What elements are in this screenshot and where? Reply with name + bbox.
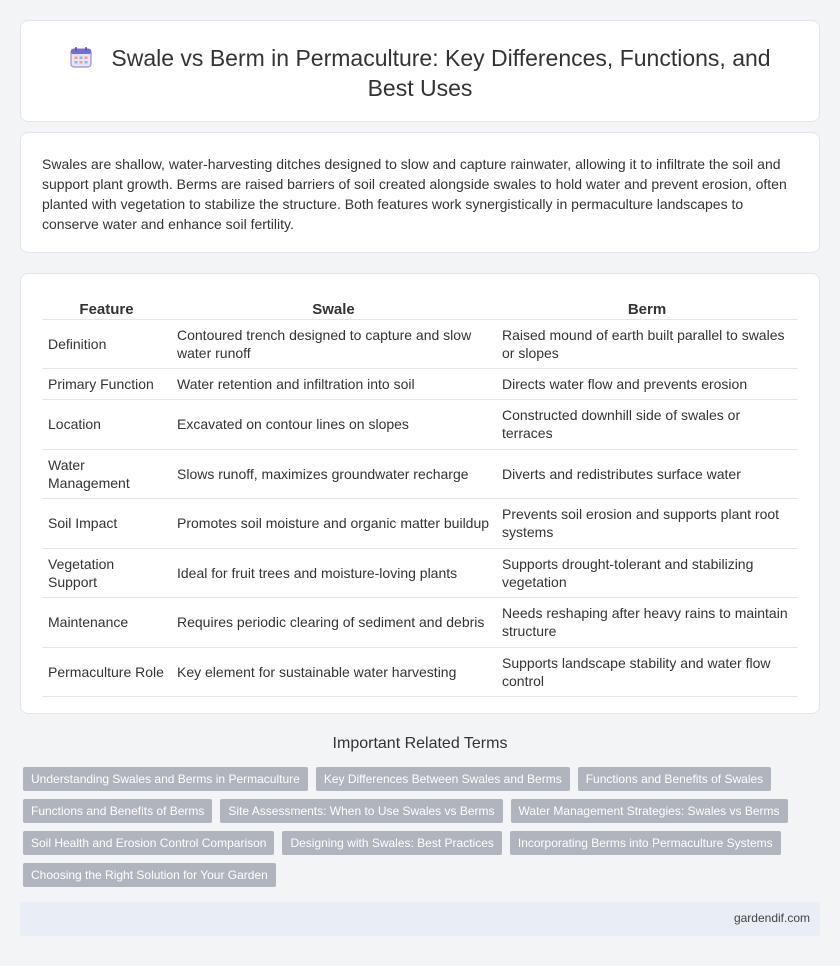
page-title-text: Swale vs Berm in Permaculture: Key Differences, Functions, and Best Uses (111, 45, 771, 101)
table-row (42, 499, 798, 549)
header-card (20, 20, 820, 122)
feature-cell: Vegetation Support (42, 548, 171, 598)
header-swale: Swale (171, 296, 496, 319)
swale-cell: Contoured trench designed to capture and slow water runoff (171, 319, 496, 369)
table-row (42, 598, 798, 648)
table-row (42, 449, 798, 499)
berm-cell: Raised mound of earth built parallel to swales or slopes (496, 319, 798, 369)
feature-cell: Location (42, 400, 171, 450)
comparison-table (42, 296, 798, 697)
feature-cell: Maintenance (42, 598, 171, 648)
berm-cell: Diverts and redistributes surface water (496, 449, 798, 499)
related-terms-heading: Important Related Terms (332, 735, 508, 752)
table-row (42, 647, 798, 697)
berm-cell: Supports drought-tolerant and stabilizing vegetation (496, 548, 798, 598)
related-terms-list (23, 767, 813, 887)
berm-cell: Needs reshaping after heavy rains to maintain structure (496, 598, 798, 648)
related-term-tag[interactable]: Key Differences Between Swales and Berms (316, 767, 570, 791)
berm-cell: Prevents soil erosion and supports plant root systems (496, 499, 798, 549)
related-term-tag[interactable]: Functions and Benefits of Berms (23, 799, 212, 823)
header-berm: Berm (496, 296, 798, 319)
related-term-tag[interactable]: Water Management Strategies: Swales vs Berms (511, 799, 788, 823)
swale-cell: Promotes soil moisture and organic matter buildup (171, 499, 496, 549)
swale-cell: Key element for sustainable water harvesting (171, 647, 496, 697)
berm-cell: Directs water flow and prevents erosion (496, 369, 798, 400)
swale-cell: Excavated on contour lines on slopes (171, 400, 496, 450)
swale-cell: Ideal for fruit trees and moisture-loving plants (171, 548, 496, 598)
intro-paragraph: Swales are shallow, water-harvesting ditches designed to slow and capture rainwater, allowing it to infiltrate the soil and support plant growth. Berms are raised barriers of soil created alongside swales to hold water and prevent erosion, often planted with vegetation to stabilize the structure. Both features work synergistically in permaculture landscapes to conserve water and enhance soil fertility. (42, 156, 787, 232)
page-title (61, 43, 779, 103)
feature-cell: Soil Impact (42, 499, 171, 549)
table-row (42, 319, 798, 369)
related-term-tag[interactable]: Site Assessments: When to Use Swales vs Berms (220, 799, 502, 823)
table-row (42, 400, 798, 450)
related-term-tag[interactable]: Functions and Benefits of Swales (578, 767, 771, 791)
table-row (42, 548, 798, 598)
intro-card (20, 132, 820, 253)
related-term-tag[interactable]: Soil Health and Erosion Control Comparison (23, 831, 274, 855)
footer-site-link[interactable]: gardendif.com (733, 911, 810, 925)
feature-cell: Primary Function (42, 369, 171, 400)
feature-cell: Permaculture Role (42, 647, 171, 697)
feature-cell: Water Management (42, 449, 171, 499)
table-header-row (42, 296, 798, 319)
related-term-tag[interactable]: Choosing the Right Solution for Your Garden (23, 863, 276, 887)
feature-cell: Definition (42, 319, 171, 369)
comparison-table-card (20, 273, 820, 714)
footer (20, 902, 820, 936)
related-term-tag[interactable]: Designing with Swales: Best Practices (282, 831, 501, 855)
berm-cell: Constructed downhill side of swales or terraces (496, 400, 798, 450)
swale-cell: Slows runoff, maximizes groundwater recharge (171, 449, 496, 499)
table-row (42, 369, 798, 400)
swale-cell: Water retention and infiltration into soil (171, 369, 496, 400)
related-term-tag[interactable]: Understanding Swales and Berms in Permaculture (23, 767, 308, 791)
calendar-icon (69, 45, 93, 69)
berm-cell: Supports landscape stability and water flow control (496, 647, 798, 697)
header-feature: Feature (42, 296, 171, 319)
related-term-tag[interactable]: Incorporating Berms into Permaculture Systems (510, 831, 781, 855)
swale-cell: Requires periodic clearing of sediment and debris (171, 598, 496, 648)
